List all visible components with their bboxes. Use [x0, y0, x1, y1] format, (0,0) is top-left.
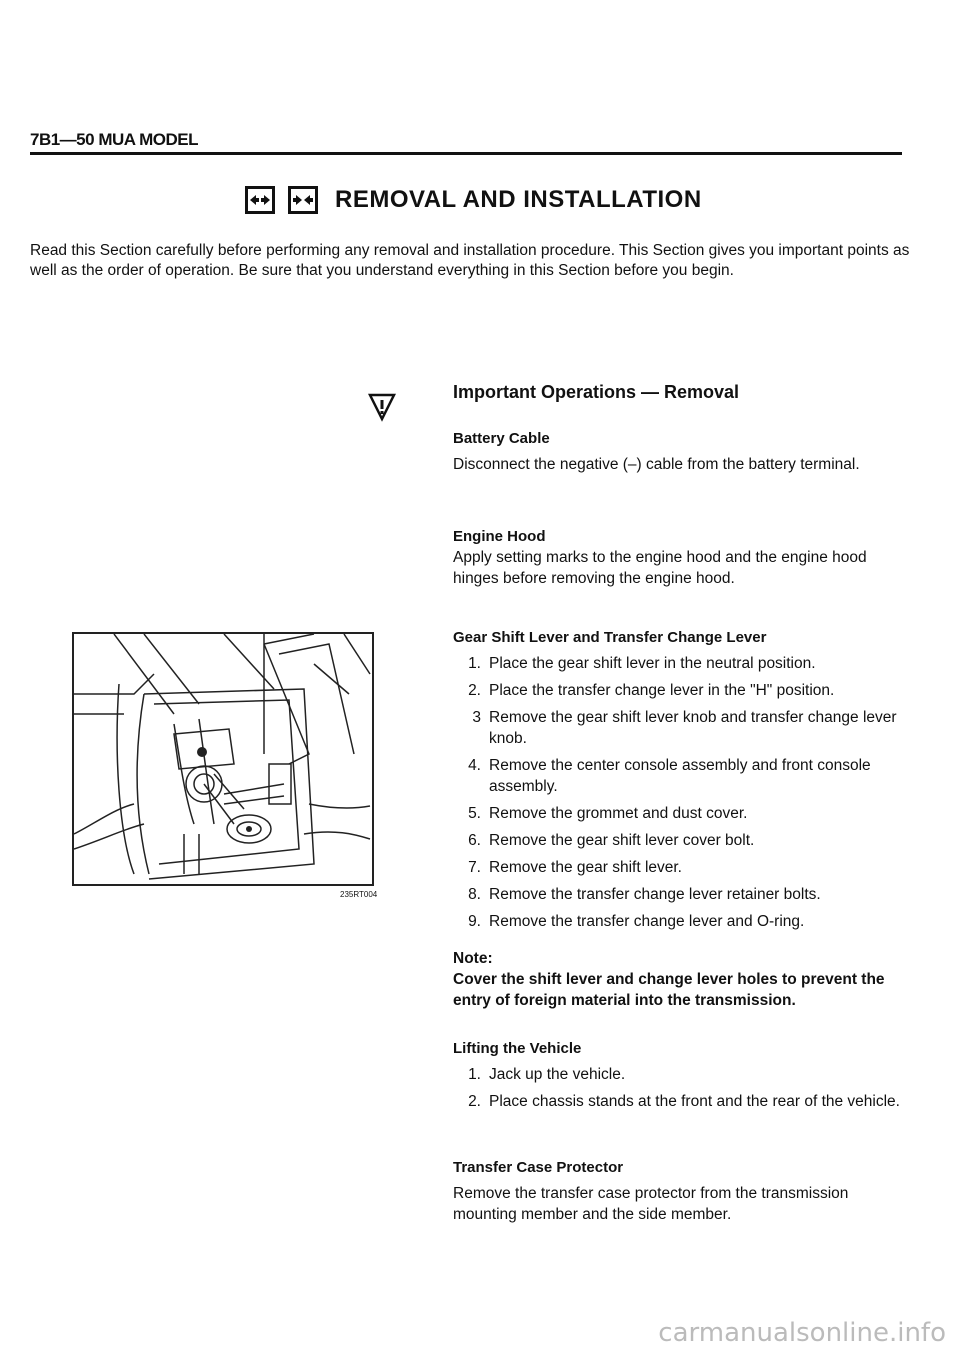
step-text: Remove the gear shift lever. — [489, 859, 682, 876]
watermark: carmanualsonline.info — [658, 1318, 946, 1348]
page-title: REMOVAL AND INSTALLATION — [335, 186, 702, 213]
installation-arrows-icon — [288, 186, 318, 214]
note-section — [453, 948, 913, 1011]
step-number: 6. — [468, 832, 481, 849]
important-operations-heading: Important Operations — Removal — [453, 382, 740, 402]
step-text: Remove the grommet and dust cover. — [489, 805, 748, 822]
transfer-protector-section — [453, 1157, 913, 1225]
engine-hood-section — [453, 526, 913, 589]
page-header: 7B1—50 MUA MODEL — [30, 130, 199, 149]
section-title-row — [245, 180, 702, 220]
step-item — [453, 707, 913, 749]
step-item — [453, 803, 913, 824]
step-text: Remove the gear shift lever knob and transfer change lever knob. — [489, 709, 897, 747]
figure-code-label: 235RT004 — [340, 890, 378, 899]
note-heading: Note: — [453, 950, 493, 967]
step-number: 8. — [468, 886, 481, 903]
step-number: 5. — [468, 805, 481, 822]
step-text: Jack up the vehicle. — [489, 1066, 626, 1083]
transfer-protector-text: Remove the transfer case protector from the transmission mounting member and the side member. — [453, 1185, 849, 1223]
step-number: 3 — [472, 709, 481, 726]
step-number: 7. — [468, 859, 481, 876]
step-text: Place the transfer change lever in the "H" position. — [489, 682, 835, 699]
battery-cable-section — [453, 428, 913, 475]
lifting-steps — [453, 1064, 913, 1112]
step-item — [453, 653, 913, 674]
gear-shift-heading: Gear Shift Lever and Transfer Change Lever — [453, 629, 767, 646]
removal-arrows-icon — [245, 186, 275, 214]
step-text: Remove the center console assembly and front console assembly. — [489, 757, 871, 795]
header-rule — [30, 152, 902, 155]
lifting-section — [453, 1038, 913, 1118]
step-number: 2. — [468, 682, 481, 699]
battery-cable-heading: Battery Cable — [453, 430, 550, 447]
engine-hood-heading: Engine Hood — [453, 528, 546, 545]
gear-lever-illustration — [72, 632, 374, 886]
engine-hood-text: Apply setting marks to the engine hood and the engine hood hinges before removing the engine hood. — [453, 549, 867, 587]
battery-cable-text: Disconnect the negative (–) cable from the battery terminal. — [453, 456, 860, 473]
step-item — [453, 911, 913, 932]
step-item — [453, 1064, 913, 1085]
gear-lever-drawing — [74, 634, 372, 884]
step-item — [453, 830, 913, 851]
important-warning-icon — [368, 392, 396, 422]
step-item — [453, 857, 913, 878]
step-text: Place the gear shift lever in the neutral position. — [489, 655, 816, 672]
lifting-heading: Lifting the Vehicle — [453, 1040, 582, 1057]
step-text: Remove the gear shift lever cover bolt. — [489, 832, 755, 849]
step-item — [453, 680, 913, 701]
step-number: 9. — [468, 913, 481, 930]
note-text: Cover the shift lever and change lever holes to prevent the entry of foreign material into the transmission. — [453, 971, 885, 1009]
step-item — [453, 755, 913, 797]
intro-paragraph: Read this Section carefully before performing any removal and installation procedure. This Section gives you important points as well as the order of operation. Be sure that you understand everything in this Section before you begin. — [30, 242, 910, 279]
step-item — [453, 1091, 913, 1112]
step-number: 4. — [468, 757, 481, 774]
step-number: 2. — [468, 1093, 481, 1110]
step-text: Remove the transfer change lever retainer bolts. — [489, 886, 821, 903]
gear-shift-section — [453, 627, 913, 938]
gear-shift-steps — [453, 653, 913, 932]
step-number: 1. — [468, 655, 481, 672]
transfer-protector-heading: Transfer Case Protector — [453, 1159, 624, 1176]
step-text: Place chassis stands at the front and the rear of the vehicle. — [489, 1093, 900, 1110]
step-item — [453, 884, 913, 905]
step-number: 1. — [468, 1066, 481, 1083]
step-text: Remove the transfer change lever and O-ring. — [489, 913, 805, 930]
